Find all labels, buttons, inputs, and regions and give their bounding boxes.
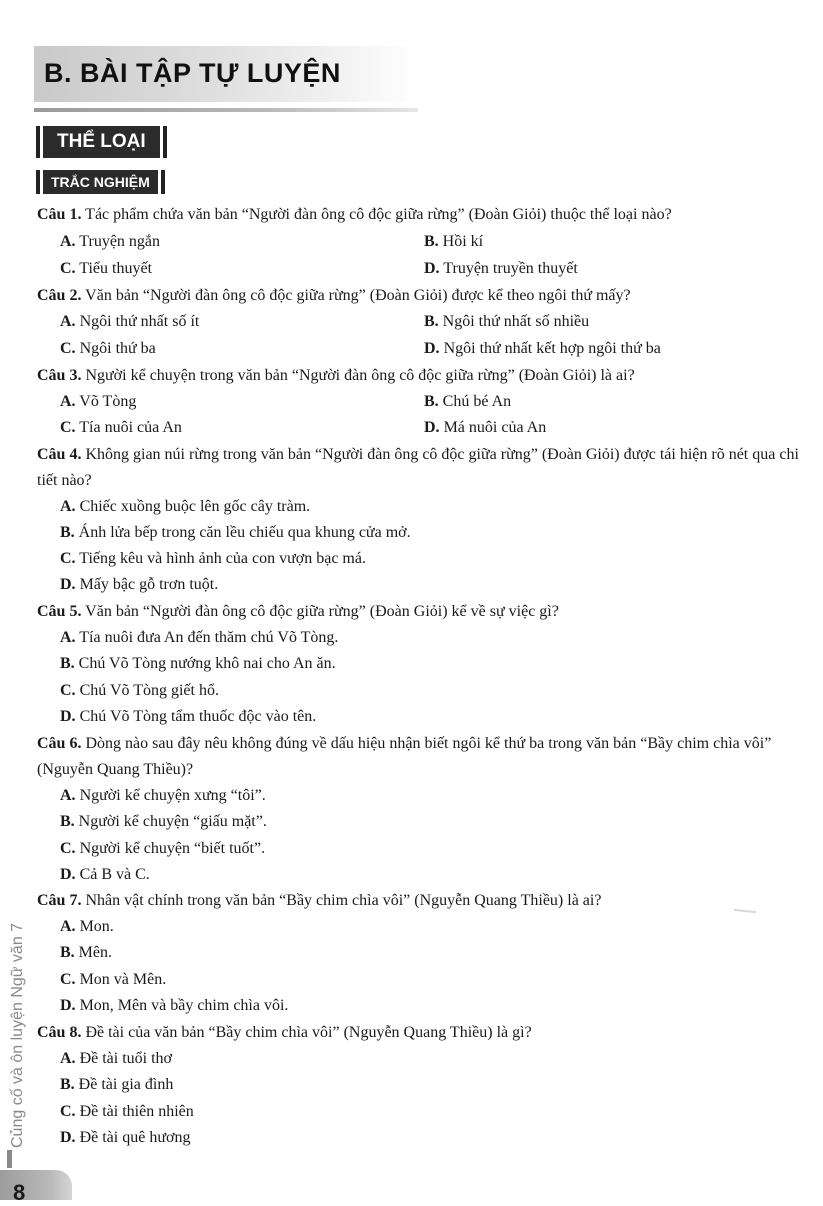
- option-a: A. Võ Tòng: [60, 393, 137, 410]
- option-c: C. Mon và Mên.: [60, 971, 167, 988]
- option-a: A. Đề tài tuổi thơ: [60, 1050, 173, 1067]
- option-d: D. Ngôi thứ nhất kết hợp ngôi thứ ba: [424, 340, 661, 357]
- multiple-choice-tag: [36, 170, 165, 194]
- option-b: B. Chú bé An: [424, 393, 512, 410]
- option-c: C. Đề tài thiên nhiên: [60, 1103, 194, 1120]
- option-a: A. Mon.: [60, 918, 114, 935]
- question-label: Câu 3.: [37, 367, 82, 384]
- tag-bar-right: [163, 126, 167, 158]
- option-b: B. Mên.: [60, 944, 112, 961]
- genre-tag: [36, 126, 167, 158]
- tag-bar-left: [36, 126, 40, 158]
- option-d: D. Má nuôi của An: [424, 419, 547, 436]
- question-1: [37, 202, 812, 228]
- side-bar: [7, 1150, 12, 1168]
- page-number: 8: [13, 1180, 26, 1205]
- option-c: C. Tía nuôi của An: [60, 419, 182, 436]
- option-b: B. Đề tài gia đình: [60, 1076, 174, 1093]
- option-a: A. Chiếc xuồng buộc lên gốc cây tràm.: [60, 498, 311, 515]
- question-3: [37, 363, 812, 389]
- question-5: [37, 599, 812, 625]
- option-c: C. Người kể chuyện “biết tuốt”.: [60, 840, 266, 857]
- option-b: B. Ngôi thứ nhất số nhiều: [424, 313, 590, 330]
- question-text: Văn bản “Người đàn ông cô độc giữa rừng” (Đoàn Giỏi) kể về sự việc gì?: [81, 603, 559, 620]
- option-d: D. Mon, Mên và bầy chim chìa vôi.: [60, 997, 289, 1014]
- tag-bar-left: [36, 170, 40, 194]
- option-d: D. Cả B và C.: [60, 866, 150, 883]
- question-7: [37, 888, 812, 914]
- question-label: Câu 2.: [37, 287, 82, 304]
- option-b: B. Chú Võ Tòng nướng khô nai cho An ăn.: [60, 655, 336, 672]
- option-a: A. Người kể chuyện xưng “tôi”.: [60, 787, 266, 804]
- option-d: D. Truyện truyền thuyết: [424, 260, 578, 277]
- question-text: Người kể chuyện trong văn bản “Người đàn ông cô độc giữa rừng” (Đoàn Giỏi) là ai?: [81, 367, 635, 384]
- question-4: [37, 442, 812, 494]
- question-8: [37, 1020, 812, 1046]
- genre-tag-label: THỂ LOẠI: [43, 126, 160, 158]
- question-label: Câu 4.: [37, 446, 82, 463]
- question-text: Văn bản “Người đàn ông cô độc giữa rừng” (Đoàn Giỏi) được kể theo ngôi thứ mấy?: [81, 287, 631, 304]
- option-d: D. Chú Võ Tòng tẩm thuốc độc vào tên.: [60, 708, 317, 725]
- page-number-tab: [0, 1170, 72, 1200]
- question-label: Câu 7.: [37, 892, 82, 909]
- question-label: Câu 8.: [37, 1024, 82, 1041]
- option-d: D. Mấy bậc gỗ trơn tuột.: [60, 576, 219, 593]
- question-text: Nhân vật chính trong văn bản “Bầy chim chìa vôi” (Nguyễn Quang Thiều) là ai?: [81, 892, 602, 909]
- option-d: D. Đề tài quê hương: [60, 1129, 191, 1146]
- question-text: Dòng nào sau đây nêu không đúng về dấu hiệu nhận biết ngôi kể thứ ba trong văn bản “Bầy chim chìa vôi” (Nguyễn Quang Thiều)?: [37, 735, 772, 778]
- option-c: C. Tiếng kêu và hình ảnh của con vượn bạc má.: [60, 550, 366, 567]
- multiple-choice-tag-label: TRẮC NGHIỆM: [43, 170, 158, 194]
- option-a: A. Tía nuôi đưa An đến thăm chú Võ Tòng.: [60, 629, 339, 646]
- question-label: Câu 1.: [37, 206, 82, 223]
- section-title: B. BÀI TẬP TỰ LUYỆN: [44, 58, 341, 88]
- option-a: A. Ngôi thứ nhất số ít: [60, 313, 200, 330]
- question-text: Không gian núi rừng trong văn bản “Người đàn ông cô độc giữa rừng” (Đoàn Giỏi) được tái hiện rõ nét qua chi tiết nào?: [37, 446, 799, 489]
- option-c: C. Chú Võ Tòng giết hổ.: [60, 682, 219, 699]
- question-text: Đề tài của văn bản “Bầy chim chìa vôi” (Nguyễn Quang Thiều) là gì?: [81, 1024, 532, 1041]
- tag-bar-right: [161, 170, 165, 194]
- option-a: A. Truyện ngắn: [60, 233, 161, 250]
- option-c: C. Tiểu thuyết: [60, 260, 153, 277]
- book-title-vertical: Củng cố và ôn luyện Ngữ văn 7: [9, 922, 26, 1148]
- option-c: C. Ngôi thứ ba: [60, 340, 156, 357]
- option-b: B. Hồi kí: [424, 233, 484, 250]
- question-label: Câu 6.: [37, 735, 82, 752]
- option-b: B. Ánh lửa bếp trong căn lều chiếu qua khung cửa mở.: [60, 524, 411, 541]
- question-label: Câu 5.: [37, 603, 82, 620]
- question-6: [37, 731, 812, 783]
- question-2: [37, 283, 812, 309]
- question-text: Tác phẩm chứa văn bản “Người đàn ông cô độc giữa rừng” (Đoàn Giỏi) thuộc thể loại nào?: [81, 206, 672, 223]
- section-divider: [34, 108, 418, 112]
- option-b: B. Người kể chuyện “giấu mặt”.: [60, 813, 267, 830]
